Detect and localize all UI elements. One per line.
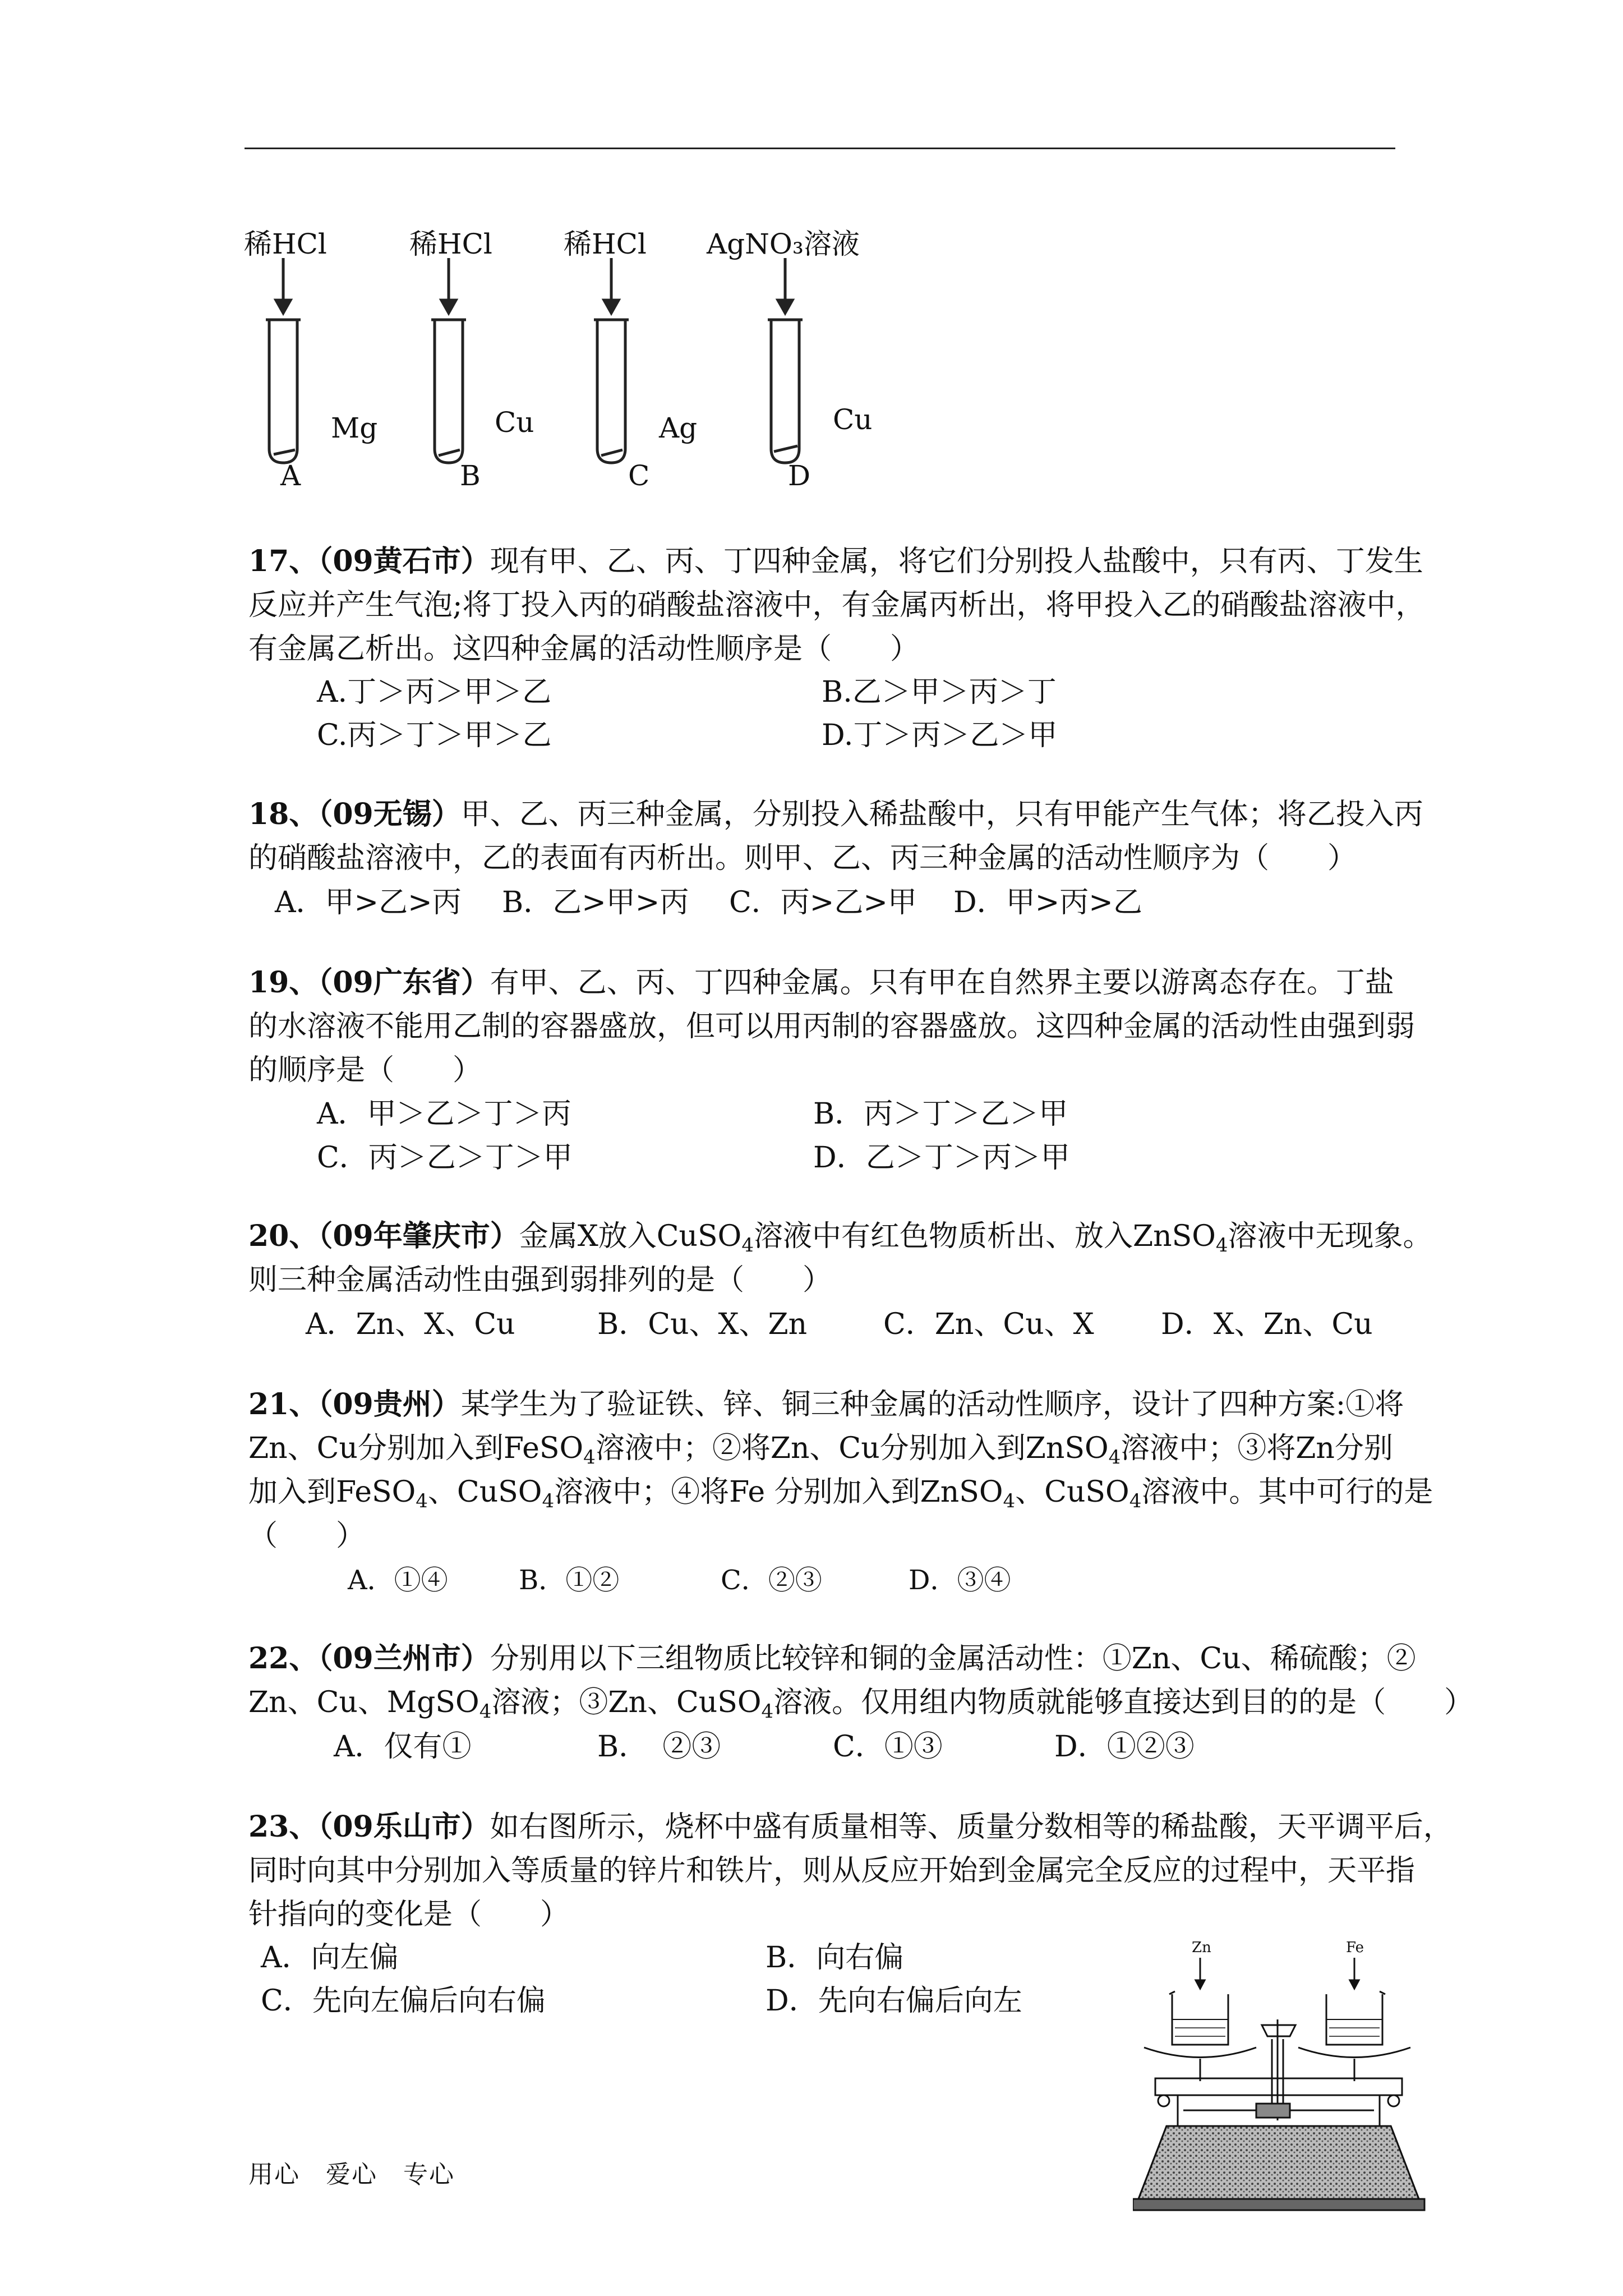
tube-d-reagent: AgNO₃溶液 bbox=[707, 228, 860, 260]
option-b: B． ②③ bbox=[597, 1730, 721, 1764]
question-stem: 加入到FeSO bbox=[248, 1475, 416, 1509]
subscript: 4 bbox=[583, 1446, 596, 1469]
question-number: 21、 bbox=[248, 1387, 319, 1421]
question-source: （09黄石市） bbox=[318, 544, 490, 578]
option-a: A．甲＞乙＞丁＞丙 bbox=[317, 1097, 571, 1131]
question-21 bbox=[248, 1383, 1433, 1558]
question-stem: 、CuSO bbox=[1015, 1475, 1129, 1509]
question-stem: 的硝酸盐溶液中，乙的表面有丙析出。则甲、乙、丙三种金属的活动性顺序为（ ） bbox=[248, 841, 1357, 875]
tube-a-reagent: 稀HCl bbox=[244, 228, 327, 260]
question-18 bbox=[248, 793, 1423, 880]
question-source: （09兰州市） bbox=[318, 1641, 490, 1676]
question-stem: 某学生为了验证铁、锌、铜三种金属的活动性顺序，设计了四种方案:①将 bbox=[460, 1388, 1404, 1421]
question-stem: 有金属乙析出。这四种金属的活动性顺序是（ ） bbox=[248, 632, 920, 666]
question-stem: Zn、Cu分别加入到FeSO bbox=[248, 1432, 584, 1465]
question-stem: 分别用以下三组物质比较锌和铜的金属活动性：①Zn、Cu、稀硫酸；② bbox=[490, 1642, 1416, 1676]
tube-d-metal: Cu bbox=[833, 403, 873, 436]
option-c: C．丙＞乙＞丁＞甲 bbox=[317, 1141, 573, 1175]
option-d: D．X、Zn、Cu bbox=[1161, 1308, 1373, 1341]
question-stem: 的水溶液不能用乙制的容器盛放，但可以用丙制的容器盛放。这四种金属的活动性由强到弱 bbox=[248, 1010, 1415, 1043]
option-a: A．Zn、X、Cu bbox=[306, 1308, 515, 1341]
question-source: （09广东省） bbox=[318, 965, 490, 1000]
subscript: 4 bbox=[479, 1700, 492, 1723]
option-d: D．③④ bbox=[909, 1565, 1011, 1596]
question-stem: 针指向的变化是（ ） bbox=[248, 1898, 570, 1931]
option-a: A．①④ bbox=[348, 1565, 448, 1596]
header-rule bbox=[245, 148, 1395, 149]
option-d: D．甲>丙>乙 bbox=[953, 886, 1142, 919]
question-17 bbox=[248, 540, 1425, 671]
question-stem: 溶液；③Zn、CuSO bbox=[491, 1686, 762, 1719]
question-number: 23、 bbox=[248, 1810, 319, 1844]
subscript: 4 bbox=[1129, 1490, 1142, 1512]
question-source: （09无锡） bbox=[318, 797, 461, 831]
option-c: C．②③ bbox=[721, 1565, 822, 1596]
question-stem: 同时向其中分别加入等质量的锌片和铁片，则从反应开始到金属完全反应的过程中，天平指 bbox=[248, 1854, 1415, 1888]
question-stem: 溶液中；④将Fe 分别加入到ZnSO bbox=[554, 1475, 1003, 1509]
fe-label: Fe bbox=[1346, 1939, 1364, 1956]
tube-c-reagent: 稀HCl bbox=[564, 228, 647, 260]
question-source: （09年肇庆市） bbox=[318, 1219, 519, 1253]
question-stem: 则三种金属活动性由强到弱排列的是（ ） bbox=[248, 1263, 832, 1297]
question-stem: 溶液中；③将Zn分别 bbox=[1121, 1432, 1393, 1465]
question-23 bbox=[248, 1805, 1453, 1936]
option-c: C．丙>乙>甲 bbox=[729, 886, 917, 919]
option-a: A．仅有① bbox=[334, 1730, 472, 1764]
option-c: C．①③ bbox=[833, 1730, 943, 1764]
option-a: A.丁＞丙＞甲＞乙 bbox=[317, 675, 552, 709]
question-stem: 溶液中；②将Zn、Cu分别加入到ZnSO bbox=[595, 1432, 1109, 1465]
question-stem: 现有甲、乙、丙、丁四种金属，将它们分别投人盐酸中，只有丙、丁发生 bbox=[490, 545, 1423, 578]
question-stem: 溶液中无现象。 bbox=[1228, 1220, 1432, 1253]
tube-a-letter: A bbox=[280, 459, 301, 488]
question-20 bbox=[248, 1214, 1432, 1302]
subscript: 4 bbox=[416, 1490, 428, 1512]
question-19 bbox=[248, 961, 1415, 1092]
page-footer: 用心 爱心 专心 bbox=[248, 2160, 455, 2189]
option-b: B．丙＞丁＞乙＞甲 bbox=[813, 1097, 1068, 1131]
question-stem: 甲、乙、丙三种金属，分别投入稀盐酸中，只有甲能产生气体；将乙投入丙 bbox=[460, 798, 1423, 831]
option-a: A．向左偏 bbox=[261, 1941, 399, 1975]
tube-a-metal: Mg bbox=[331, 412, 378, 444]
tube-c-letter: C bbox=[628, 459, 650, 488]
test-tube-figure bbox=[241, 224, 903, 488]
tube-b-metal: Cu bbox=[495, 406, 534, 439]
tube-d-letter: D bbox=[788, 459, 811, 488]
option-d: D．乙＞丁＞丙＞甲 bbox=[813, 1141, 1070, 1175]
subscript: 4 bbox=[741, 1234, 754, 1257]
question-source: （09贵州） bbox=[318, 1387, 461, 1421]
question-stem: 反应并产生气泡;将丁投入丙的硝酸盐溶液中，有金属丙析出，将甲投入乙的硝酸盐溶液中， bbox=[248, 588, 1425, 622]
subscript: 4 bbox=[542, 1490, 555, 1512]
question-stem: 的顺序是（ ） bbox=[248, 1053, 482, 1087]
subscript: 4 bbox=[1003, 1490, 1016, 1512]
option-b: B．乙>甲>丙 bbox=[502, 886, 689, 919]
subscript: 4 bbox=[1108, 1446, 1121, 1469]
option-b: B.乙＞甲＞丙＞丁 bbox=[822, 675, 1057, 709]
option-d: D.丁＞丙＞乙＞甲 bbox=[822, 719, 1058, 752]
question-source: （09乐山市） bbox=[318, 1810, 490, 1844]
option-c: C.丙＞丁＞甲＞乙 bbox=[317, 719, 552, 752]
question-number: 20、 bbox=[248, 1219, 319, 1253]
question-stem: 、CuSO bbox=[427, 1475, 542, 1509]
option-b: B．Cu、X、Zn bbox=[597, 1308, 808, 1341]
option-c: C．先向左偏后向右偏 bbox=[261, 1984, 546, 2018]
question-stem: Zn、Cu、MgSO bbox=[248, 1686, 479, 1719]
subscript: 4 bbox=[761, 1700, 774, 1723]
zn-label: Zn bbox=[1192, 1939, 1211, 1956]
question-number: 18、 bbox=[248, 797, 319, 831]
question-number: 19、 bbox=[248, 965, 319, 1000]
question-number: 22、 bbox=[248, 1641, 319, 1676]
tube-b-reagent: 稀HCl bbox=[409, 228, 492, 260]
subscript: 4 bbox=[1215, 1234, 1228, 1257]
question-stem: 如右图所示，烧杯中盛有质量相等、质量分数相等的稀盐酸，天平调平后， bbox=[490, 1810, 1453, 1844]
question-stem: 金属X放入CuSO bbox=[519, 1220, 742, 1253]
question-number: 17、 bbox=[248, 544, 319, 578]
option-c: C．Zn、Cu、X bbox=[883, 1308, 1094, 1341]
question-stem: 溶液中有红色物质析出、放入ZnSO bbox=[753, 1220, 1216, 1253]
option-d: D．先向右偏后向左 bbox=[766, 1984, 1022, 2018]
question-stem: 溶液。仅用组内物质就能够直接达到目的的是（ ） bbox=[773, 1686, 1474, 1719]
option-d: D．①②③ bbox=[1054, 1730, 1195, 1764]
question-22 bbox=[248, 1637, 1474, 1724]
balance-figure bbox=[1133, 1935, 1447, 2216]
option-b: B．向右偏 bbox=[766, 1941, 904, 1975]
tube-c-metal: Ag bbox=[659, 412, 698, 444]
option-a: A．甲>乙>丙 bbox=[275, 886, 462, 919]
tube-b-letter: B bbox=[460, 459, 481, 488]
question-stem: 溶液中。其中可行的是 bbox=[1141, 1475, 1433, 1509]
option-b: B．①② bbox=[519, 1565, 620, 1596]
question-stem: 有甲、乙、丙、丁四种金属。只有甲在自然界主要以游离态存在。丁盐 bbox=[490, 966, 1394, 1000]
question-stem: （ ） bbox=[248, 1519, 366, 1553]
